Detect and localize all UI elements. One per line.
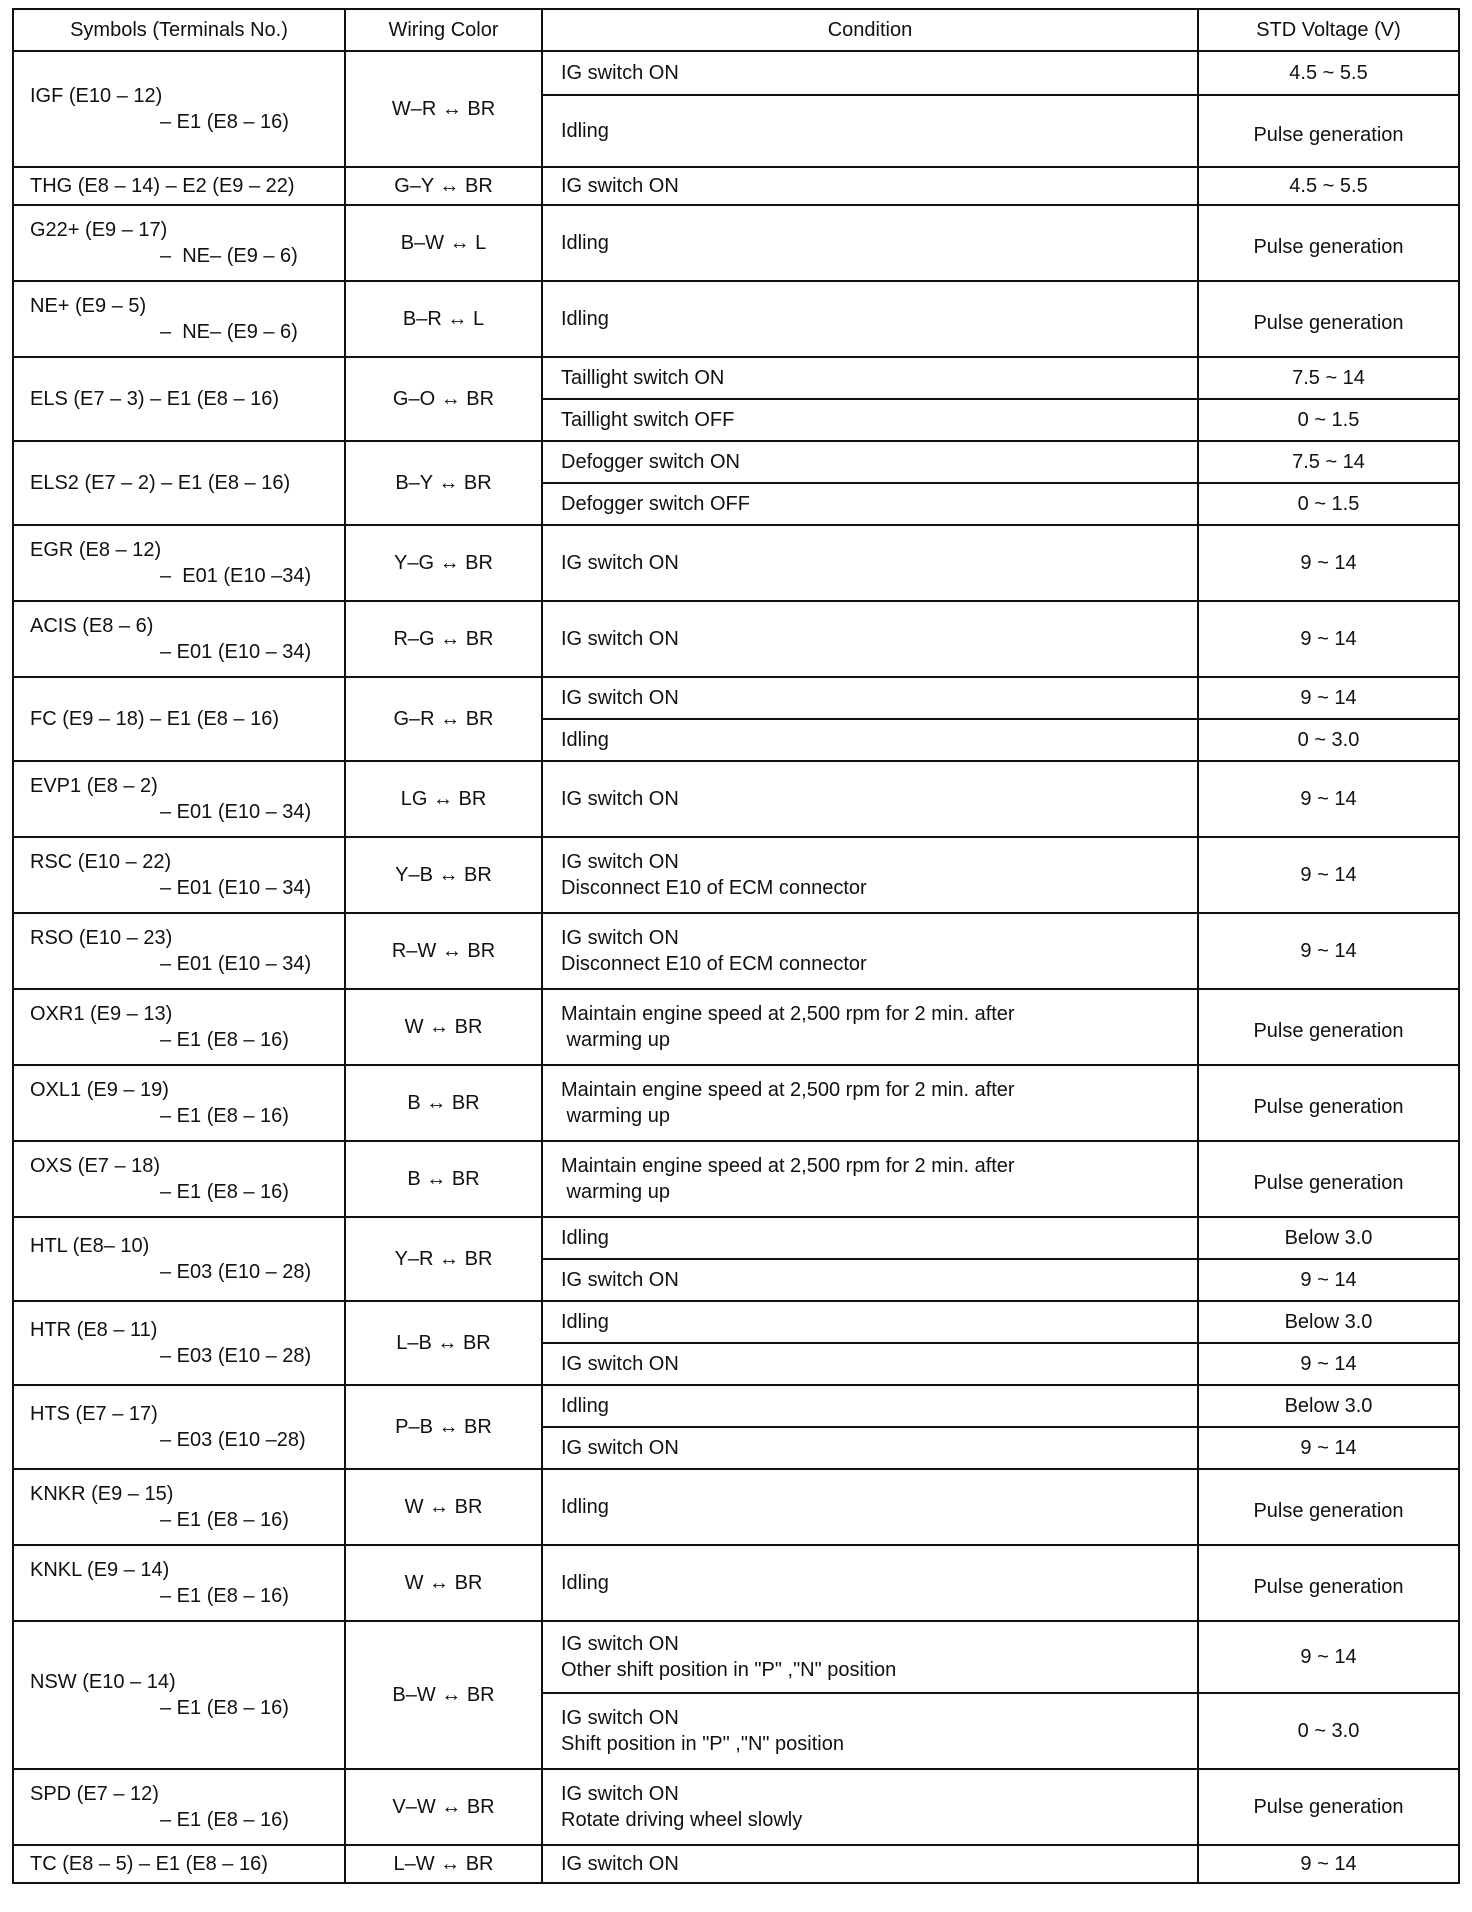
condition-line: IG switch ON <box>561 62 679 84</box>
symbol-cell <box>13 1845 345 1883</box>
symbol-cell <box>13 1621 345 1769</box>
condition-line: IG switch ON <box>561 1707 679 1729</box>
std-voltage-cell: Pulse generation <box>1198 1065 1459 1141</box>
condition-cell <box>542 761 1198 837</box>
std-voltage-cell: 9 ~ 14 <box>1198 601 1459 677</box>
wiring-color-cell: W ↔ BR <box>345 1469 542 1545</box>
symbol-cell <box>13 601 345 677</box>
wiring-color-cell: W–R ↔ BR <box>345 51 542 167</box>
std-voltage-cell: Pulse generation <box>1198 1469 1459 1545</box>
std-voltage-cell: 7.5 ~ 14 <box>1198 441 1459 483</box>
condition-cell <box>542 399 1198 441</box>
condition-line: warming up <box>561 1105 670 1127</box>
symbol-terminal: NSW (E10 – 14) <box>30 1671 176 1693</box>
symbol-terminal: TC (E8 – 5) – E1 (E8 – 16) <box>30 1853 268 1875</box>
std-voltage-cell: Below 3.0 <box>1198 1217 1459 1259</box>
symbol-ground-terminal: – E1 (E8 – 16) <box>160 1509 289 1531</box>
symbol-cell <box>13 761 345 837</box>
condition-line: Taillight switch ON <box>561 367 725 389</box>
symbol-terminal: KNKR (E9 – 15) <box>30 1483 174 1505</box>
condition-line: IG switch ON <box>561 552 679 574</box>
table-row <box>13 677 1459 719</box>
symbol-cell <box>13 1469 345 1545</box>
symbol-cell <box>13 525 345 601</box>
wiring-color-cell: V–W ↔ BR <box>345 1769 542 1845</box>
symbol-terminal: ELS2 (E7 – 2) – E1 (E8 – 16) <box>30 472 291 494</box>
wiring-color-cell: Y–B ↔ BR <box>345 837 542 913</box>
symbol-ground-terminal: – E03 (E10 – 28) <box>160 1345 312 1367</box>
symbol-terminal: HTL (E8– 10) <box>30 1235 150 1257</box>
condition-line: Idling <box>561 1227 609 1249</box>
std-voltage-cell: 0 ~ 1.5 <box>1198 399 1459 441</box>
std-voltage-cell: Pulse generation <box>1198 95 1459 167</box>
condition-cell <box>542 1845 1198 1883</box>
table-row <box>13 1621 1459 1693</box>
symbol-cell <box>13 51 345 167</box>
symbol-cell <box>13 1301 345 1385</box>
std-voltage-cell: Pulse generation <box>1198 1141 1459 1217</box>
std-voltage-cell: 4.5 ~ 5.5 <box>1198 167 1459 205</box>
header-symbols: Symbols (Terminals No.) <box>13 9 345 51</box>
symbol-terminal: OXS (E7 – 18) <box>30 1155 161 1177</box>
symbol-ground-terminal: – E1 (E8 – 16) <box>160 1029 289 1051</box>
condition-cell <box>542 357 1198 399</box>
std-voltage-cell: 0 ~ 1.5 <box>1198 483 1459 525</box>
wiring-color-cell: R–W ↔ BR <box>345 913 542 989</box>
condition-cell <box>542 837 1198 913</box>
std-voltage-cell: Pulse generation <box>1198 1545 1459 1621</box>
condition-line: Idling <box>561 1311 609 1333</box>
symbol-ground-terminal: – E1 (E8 – 16) <box>160 111 289 133</box>
condition-line: Taillight switch OFF <box>561 409 735 431</box>
table-body <box>13 51 1459 1883</box>
condition-line: Maintain engine speed at 2,500 rpm for 2 min. after <box>561 1155 1015 1177</box>
symbol-ground-terminal: – E1 (E8 – 16) <box>160 1181 289 1203</box>
symbol-terminal: OXR1 (E9 – 13) <box>30 1003 173 1025</box>
symbol-ground-terminal: – E1 (E8 – 16) <box>160 1585 289 1607</box>
symbol-ground-terminal: – E01 (E10 – 34) <box>160 801 312 823</box>
condition-cell <box>542 1769 1198 1845</box>
std-voltage-cell: 9 ~ 14 <box>1198 837 1459 913</box>
condition-line: Idling <box>561 1395 609 1417</box>
condition-cell <box>542 205 1198 281</box>
wiring-color-cell: LG ↔ BR <box>345 761 542 837</box>
table-row <box>13 205 1459 281</box>
header-wiring-color: Wiring Color <box>345 9 542 51</box>
std-voltage-cell: 9 ~ 14 <box>1198 913 1459 989</box>
std-voltage-cell: 0 ~ 3.0 <box>1198 719 1459 761</box>
symbol-ground-terminal: – E1 (E8 – 16) <box>160 1105 289 1127</box>
table-row <box>13 441 1459 483</box>
symbol-terminal: ELS (E7 – 3) – E1 (E8 – 16) <box>30 388 280 410</box>
symbol-terminal: EVP1 (E8 – 2) <box>30 775 158 797</box>
symbol-cell <box>13 1141 345 1217</box>
condition-line: warming up <box>561 1181 670 1203</box>
condition-line: IG switch ON <box>561 851 679 873</box>
std-voltage-cell: 9 ~ 14 <box>1198 525 1459 601</box>
symbol-cell <box>13 441 345 525</box>
condition-cell <box>542 1217 1198 1259</box>
condition-line: IG switch ON <box>561 927 679 949</box>
symbol-terminal: SPD (E7 – 12) <box>30 1783 159 1805</box>
std-voltage-cell: Pulse generation <box>1198 205 1459 281</box>
symbol-cell <box>13 913 345 989</box>
wiring-color-cell: B–R ↔ L <box>345 281 542 357</box>
condition-line: Maintain engine speed at 2,500 rpm for 2 min. after <box>561 1079 1015 1101</box>
symbol-cell <box>13 205 345 281</box>
condition-cell <box>542 281 1198 357</box>
wiring-color-cell: G–Y ↔ BR <box>345 167 542 205</box>
wiring-color-cell: L–W ↔ BR <box>345 1845 542 1883</box>
symbol-ground-terminal: – E01 (E10 – 34) <box>160 877 312 899</box>
table-row <box>13 167 1459 205</box>
table-row <box>13 913 1459 989</box>
condition-line: IG switch ON <box>561 1783 679 1805</box>
wiring-color-cell: W ↔ BR <box>345 989 542 1065</box>
std-voltage-cell: 0 ~ 3.0 <box>1198 1693 1459 1769</box>
symbol-terminal: THG (E8 – 14) – E2 (E9 – 22) <box>30 175 295 197</box>
table-row <box>13 357 1459 399</box>
symbol-ground-terminal: – E03 (E10 –28) <box>160 1429 306 1451</box>
condition-line: Idling <box>561 1496 609 1518</box>
table-row <box>13 837 1459 913</box>
wiring-color-cell: B–W ↔ BR <box>345 1621 542 1769</box>
std-voltage-cell: 9 ~ 14 <box>1198 1845 1459 1883</box>
terminal-voltage-table <box>12 8 1460 1884</box>
table-row <box>13 989 1459 1065</box>
symbol-terminal: KNKL (E9 – 14) <box>30 1559 170 1581</box>
condition-cell <box>542 1343 1198 1385</box>
condition-cell <box>542 441 1198 483</box>
symbol-cell <box>13 837 345 913</box>
symbol-terminal: RSO (E10 – 23) <box>30 927 173 949</box>
table-row <box>13 1385 1459 1427</box>
condition-line: IG switch ON <box>561 175 679 197</box>
condition-cell <box>542 1301 1198 1343</box>
condition-cell <box>542 51 1198 95</box>
condition-line: IG switch ON <box>561 628 679 650</box>
std-voltage-cell: 9 ~ 14 <box>1198 677 1459 719</box>
table-row <box>13 601 1459 677</box>
condition-line: IG switch ON <box>561 1437 679 1459</box>
condition-line: IG switch ON <box>561 788 679 810</box>
std-voltage-cell: 9 ~ 14 <box>1198 1621 1459 1693</box>
table-row <box>13 525 1459 601</box>
condition-cell <box>542 1545 1198 1621</box>
symbol-cell <box>13 1065 345 1141</box>
symbol-cell <box>13 989 345 1065</box>
condition-line: warming up <box>561 1029 670 1051</box>
symbol-terminal: IGF (E10 – 12) <box>30 85 163 107</box>
condition-cell <box>542 1469 1198 1545</box>
condition-line: Defogger switch ON <box>561 451 740 473</box>
table-row <box>13 1141 1459 1217</box>
condition-cell <box>542 1065 1198 1141</box>
header-row <box>13 9 1459 51</box>
condition-line: IG switch ON <box>561 687 679 709</box>
symbol-terminal: RSC (E10 – 22) <box>30 851 172 873</box>
std-voltage-cell: 7.5 ~ 14 <box>1198 357 1459 399</box>
condition-cell <box>542 1621 1198 1693</box>
symbol-cell <box>13 677 345 761</box>
condition-cell <box>542 601 1198 677</box>
symbol-ground-terminal: – E01 (E10 – 34) <box>160 641 312 663</box>
wiring-color-cell: G–R ↔ BR <box>345 677 542 761</box>
symbol-terminal: HTR (E8 – 11) <box>30 1319 158 1341</box>
condition-cell <box>542 719 1198 761</box>
wiring-color-cell: G–O ↔ BR <box>345 357 542 441</box>
std-voltage-cell: 9 ~ 14 <box>1198 761 1459 837</box>
condition-cell <box>542 1385 1198 1427</box>
condition-cell <box>542 483 1198 525</box>
condition-line: Idling <box>561 308 609 330</box>
symbol-terminal: FC (E9 – 18) – E1 (E8 – 16) <box>30 708 280 730</box>
table-row <box>13 761 1459 837</box>
condition-line: Disconnect E10 of ECM connector <box>561 953 867 975</box>
symbol-terminal: ACIS (E8 – 6) <box>30 615 154 637</box>
symbol-cell <box>13 357 345 441</box>
condition-line: Idling <box>561 1572 609 1594</box>
condition-line: Idling <box>561 729 609 751</box>
header-std-voltage: STD Voltage (V) <box>1198 9 1459 51</box>
symbol-ground-terminal: – E01 (E10 – 34) <box>160 953 312 975</box>
std-voltage-cell: Pulse generation <box>1198 989 1459 1065</box>
condition-line: Other shift position in "P" ,"N" position <box>561 1659 897 1681</box>
condition-cell <box>542 913 1198 989</box>
condition-line: IG switch ON <box>561 1853 679 1875</box>
symbol-ground-terminal: – NE– (E9 – 6) <box>160 245 298 267</box>
condition-cell <box>542 1693 1198 1769</box>
wiring-color-cell: B ↔ BR <box>345 1141 542 1217</box>
condition-cell <box>542 525 1198 601</box>
table-row <box>13 1845 1459 1883</box>
std-voltage-cell: 9 ~ 14 <box>1198 1343 1459 1385</box>
std-voltage-cell: 9 ~ 14 <box>1198 1259 1459 1301</box>
condition-cell <box>542 95 1198 167</box>
symbol-cell <box>13 1385 345 1469</box>
condition-line: Rotate driving wheel slowly <box>561 1809 803 1831</box>
condition-line: IG switch ON <box>561 1353 679 1375</box>
condition-line: Disconnect E10 of ECM connector <box>561 877 867 899</box>
std-voltage-cell: Pulse generation <box>1198 1769 1459 1845</box>
symbol-ground-terminal: – NE– (E9 – 6) <box>160 321 298 343</box>
symbol-terminal: EGR (E8 – 12) <box>30 539 162 561</box>
symbol-ground-terminal: – E01 (E10 –34) <box>160 565 312 587</box>
condition-cell <box>542 167 1198 205</box>
condition-line: IG switch ON <box>561 1269 679 1291</box>
condition-line: Idling <box>561 232 609 254</box>
symbol-terminal: OXL1 (E9 – 19) <box>30 1079 169 1101</box>
wiring-color-cell: L–B ↔ BR <box>345 1301 542 1385</box>
condition-line: Shift position in "P" ,"N" position <box>561 1733 844 1755</box>
symbol-cell <box>13 1769 345 1845</box>
symbol-terminal: G22+ (E9 – 17) <box>30 219 168 241</box>
std-voltage-cell: 9 ~ 14 <box>1198 1427 1459 1469</box>
header-condition: Condition <box>542 9 1198 51</box>
wiring-color-cell: Y–G ↔ BR <box>345 525 542 601</box>
std-voltage-cell: 4.5 ~ 5.5 <box>1198 51 1459 95</box>
symbol-terminal: HTS (E7 – 17) <box>30 1403 158 1425</box>
std-voltage-cell: Pulse generation <box>1198 281 1459 357</box>
condition-line: Defogger switch OFF <box>561 493 750 515</box>
condition-line: Maintain engine speed at 2,500 rpm for 2 min. after <box>561 1003 1015 1025</box>
table-row <box>13 1301 1459 1343</box>
condition-cell <box>542 1141 1198 1217</box>
symbol-ground-terminal: – E1 (E8 – 16) <box>160 1809 289 1831</box>
wiring-color-cell: B ↔ BR <box>345 1065 542 1141</box>
table-row <box>13 1065 1459 1141</box>
symbol-cell <box>13 167 345 205</box>
condition-cell <box>542 1259 1198 1301</box>
condition-cell <box>542 677 1198 719</box>
condition-cell <box>542 1427 1198 1469</box>
wiring-color-cell: R–G ↔ BR <box>345 601 542 677</box>
wiring-color-cell: B–Y ↔ BR <box>345 441 542 525</box>
table-row <box>13 1769 1459 1845</box>
condition-cell <box>542 989 1198 1065</box>
table-row <box>13 1469 1459 1545</box>
table-row <box>13 1545 1459 1621</box>
wiring-color-cell: P–B ↔ BR <box>345 1385 542 1469</box>
symbol-ground-terminal: – E1 (E8 – 16) <box>160 1697 289 1719</box>
std-voltage-cell: Below 3.0 <box>1198 1301 1459 1343</box>
condition-line: IG switch ON <box>561 1633 679 1655</box>
condition-line: Idling <box>561 120 609 142</box>
wiring-color-cell: Y–R ↔ BR <box>345 1217 542 1301</box>
symbol-ground-terminal: – E03 (E10 – 28) <box>160 1261 312 1283</box>
table-row <box>13 1217 1459 1259</box>
std-voltage-cell: Below 3.0 <box>1198 1385 1459 1427</box>
table-row <box>13 51 1459 95</box>
wiring-color-cell: W ↔ BR <box>345 1545 542 1621</box>
table-row <box>13 281 1459 357</box>
symbol-cell <box>13 1545 345 1621</box>
symbol-terminal: NE+ (E9 – 5) <box>30 295 147 317</box>
symbol-cell <box>13 281 345 357</box>
wiring-color-cell: B–W ↔ L <box>345 205 542 281</box>
symbol-cell <box>13 1217 345 1301</box>
